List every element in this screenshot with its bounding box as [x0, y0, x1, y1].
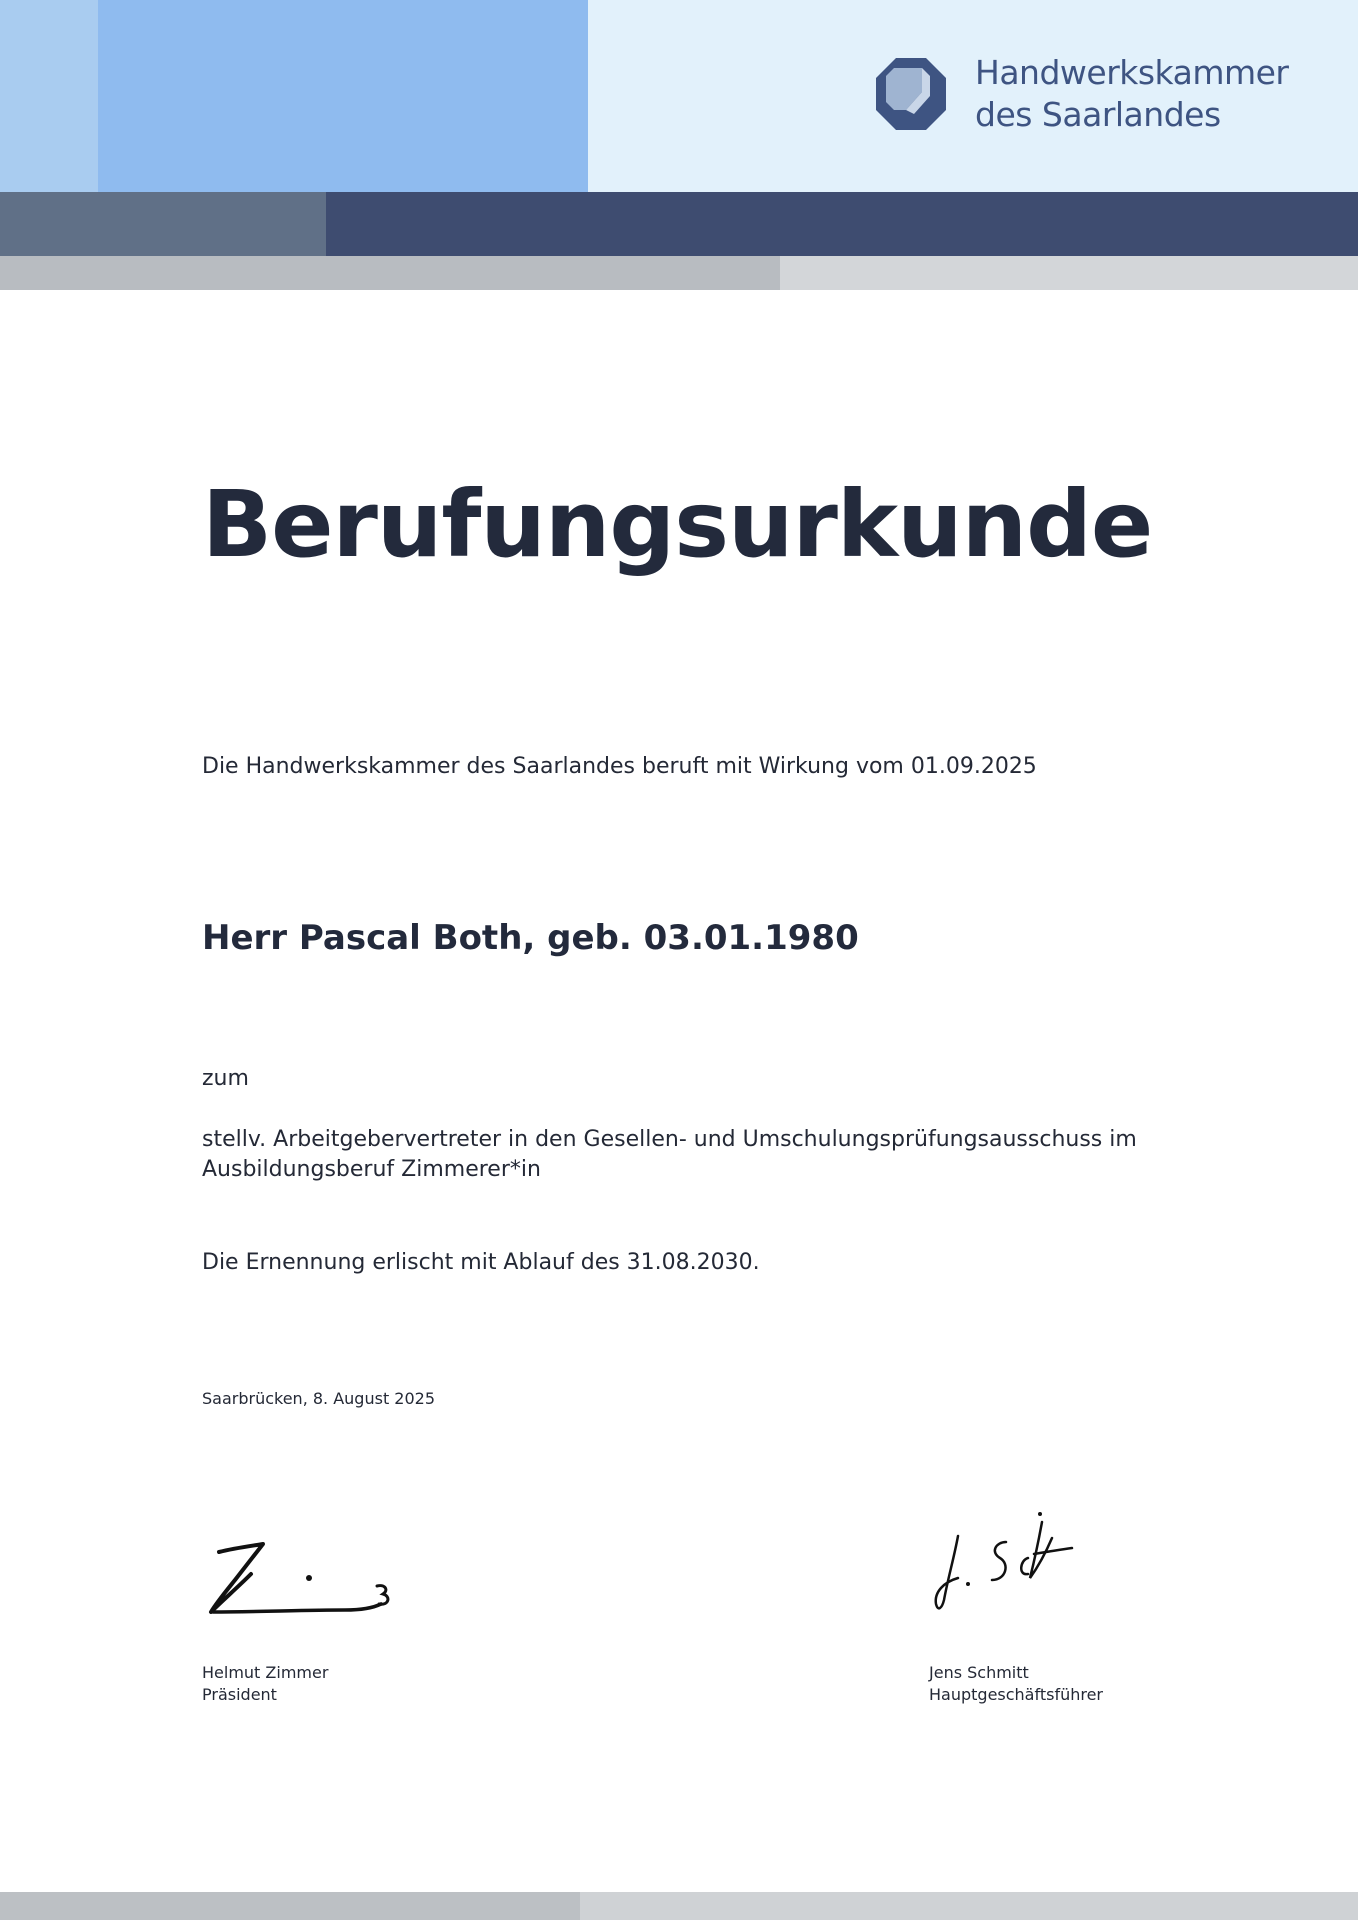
signer-left-name: Helmut Zimmer	[202, 1663, 329, 1682]
signer-right	[929, 1662, 1103, 1706]
header-band-light-grey	[780, 256, 1358, 290]
appointment-role	[202, 1125, 1137, 1185]
header-band-light-blue-left	[0, 0, 98, 192]
header-band-light-blue	[98, 0, 588, 192]
signer-left	[202, 1662, 328, 1706]
zum-text: zum	[202, 1066, 249, 1091]
appointment-role-line2: Ausbildungsberuf Zimmerer*in	[202, 1157, 541, 1182]
header-band-grey	[0, 256, 780, 290]
handwerkskammer-logo-icon	[876, 58, 946, 130]
document-title: Berufungsurkunde	[202, 471, 1153, 578]
signer-right-name: Jens Schmitt	[929, 1663, 1029, 1682]
organization-name-line1: Handwerkskammer	[975, 53, 1289, 92]
signature-right	[930, 1508, 1080, 1620]
organization-name	[975, 52, 1288, 136]
signature-left	[205, 1540, 395, 1620]
footer-band-light-grey	[580, 1892, 1358, 1920]
organization-name-line2: des Saarlandes	[975, 95, 1221, 134]
header-band-navy	[326, 192, 1358, 256]
place-date: Saarbrücken, 8. August 2025	[202, 1389, 436, 1408]
header-band-slate	[0, 192, 326, 256]
signer-left-title: Präsident	[202, 1685, 277, 1704]
appointee-name: Herr Pascal Both, geb. 03.01.1980	[202, 918, 859, 958]
expiry-text: Die Ernennung erlischt mit Ablauf des 31.08.2030.	[202, 1250, 760, 1275]
intro-text: Die Handwerkskammer des Saarlandes beruft mit Wirkung vom 01.09.2025	[202, 754, 1037, 779]
footer-band-grey	[0, 1892, 580, 1920]
appointment-role-line1: stellv. Arbeitgebervertreter in den Gesellen- und Umschulungsprüfungsausschuss im	[202, 1127, 1137, 1152]
signer-right-title: Hauptgeschäftsführer	[929, 1685, 1104, 1704]
